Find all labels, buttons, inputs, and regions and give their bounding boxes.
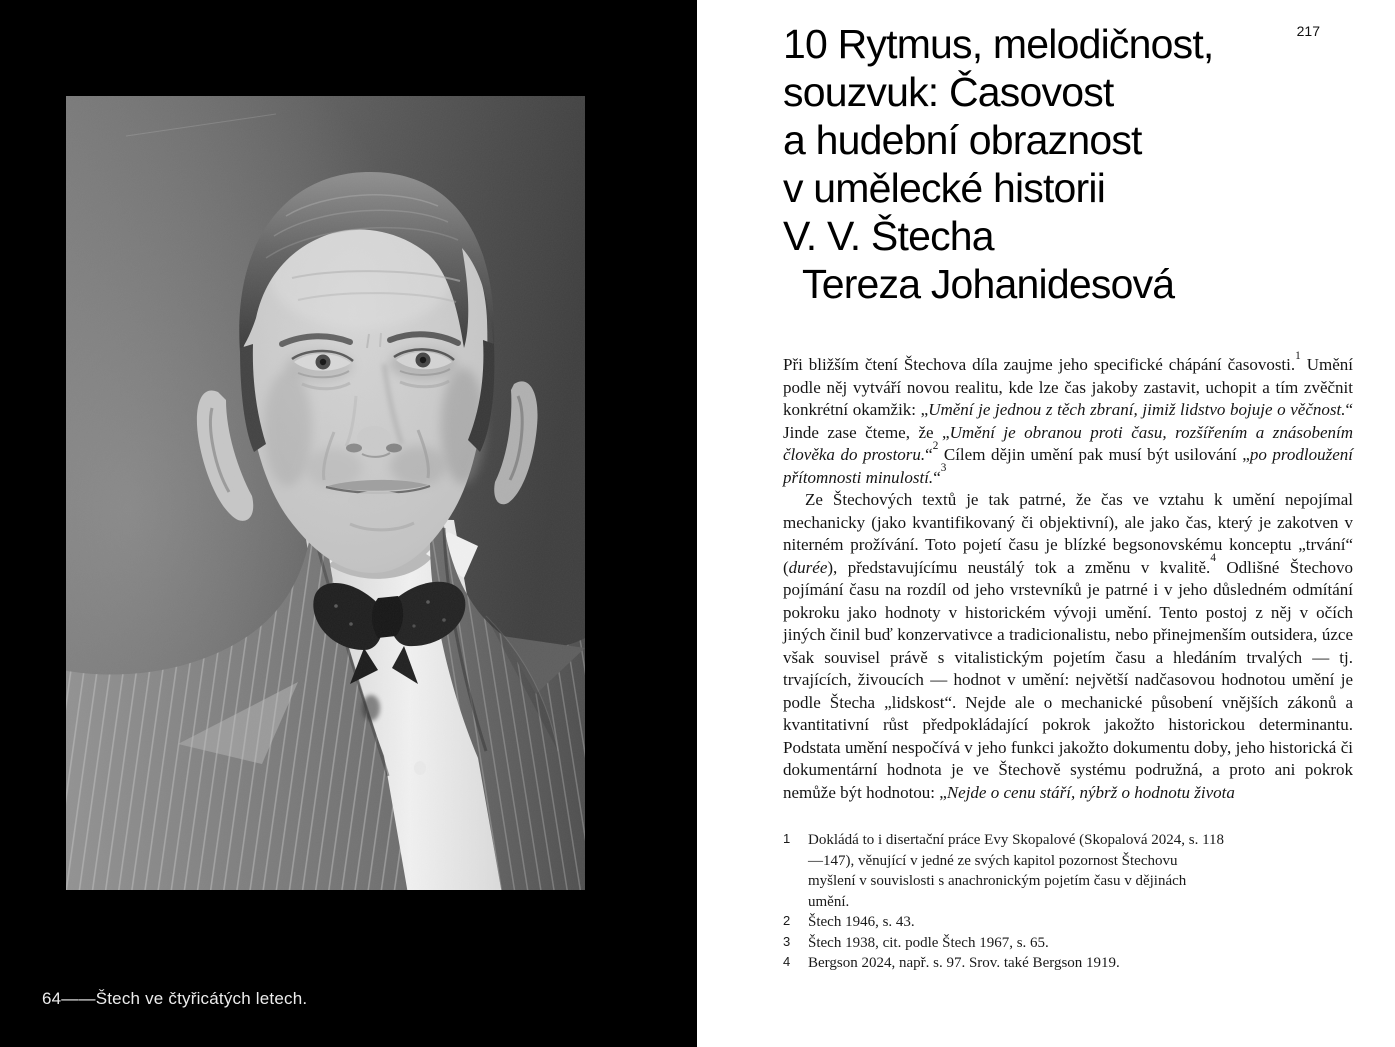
italic-quote: durée [788,557,828,577]
photo-grain [66,96,585,890]
footnote-item [783,830,1353,912]
portrait-illustration [66,96,585,890]
footnote-item [783,912,1353,933]
left-page [0,0,697,1047]
footnote-text: Štech 1946, s. 43. [808,914,915,930]
footnote-text: Štech 1938, cit. podle Štech 1967, s. 65. [808,934,1049,951]
photo-caption: 64——Štech ve čtyřicátých letech. [42,989,308,1008]
chapter-title-line: v umělecké historii [783,165,1106,211]
page-content [783,20,1353,974]
text-segment: Ze Štechových textů je tak patrné, že čas ve vztahu k umění nepojímal mechanicky (jako kvantifikovaný či objektivní), ale jako čas, který je zakotven v niterném prožívání. Toto pojetí času je blízké begsonovskému konceptu „trvání“ ( [783,490,1353,577]
text-segment: “ [925,445,933,464]
italic-quote: po prodloužení přítomnosti minulostí. [783,445,1353,487]
page-number: 217 [1296,23,1320,39]
body-paragraph [783,489,1353,804]
text-segment: Umění podle něj vytváří novou realitu, kde lze čas jakoby zastavit, uchopit a tím zvěčnit konkrétní okamžik: „ [783,355,1353,419]
right-page [697,0,1395,1047]
footnote-ref: 3 [940,462,947,475]
footnote-ref: 1 [1295,349,1301,362]
italic-quote: Umění je jednou z těch zbraní, jimiž lidstvo bojuje o věčnost. [928,400,1346,419]
text-segment: “ Jinde zase čteme, že „ [783,400,1353,442]
chapter-title-line: 10 Rytmus, melodičnost, [783,21,1214,67]
body-paragraph [783,349,1353,489]
author-name: Tereza Johanidesová [802,261,1175,307]
footnote-number: 1 [783,831,791,846]
portrait-photo [66,96,585,890]
footnote-ref: 4 [1210,552,1216,565]
article-body [783,349,1353,804]
text-segment: “ [933,467,941,487]
text-segment: Při bližším čtení Štechova díla zaujme jeho specifické chápání časovosti. [783,355,1296,374]
footnote-number: 3 [783,933,791,949]
chapter-title-line: a hudební obraznost [783,117,1142,163]
text-segment: Odlišné Štechovo pojímání času na rozdíl od jeho vrstevníků je patrné i v jeho důsledném odmítání pokroku jako hodnoty v historickém vývoji umění. Tento postoj z něj v očích jiných činil buď konzervativce a tradicionalistu, nebo přinejmenším outsidera, úzce však souvisel právě s vitalistickým pojetím času a hledáním trvalých — tj. trvajících, živoucích — hodnot v umění: největší nadčasovou hodnotou umění je podle Štecha „lidskost“. Nejde ale o mechanické působení vnějších zákonů a kvantitativní růst předpokládající pokrok jakožto historickou determinantu. Podstata umění nespočívá v jeho funkci jakožto dokumentu doby, jeho historická či dokumentární hodnota je ve Štechově systému podružná, a proto ani pokrok nemůže být hodnotou: „ [783,557,1353,802]
footnote-number: 2 [783,913,791,928]
chapter-title [783,20,1353,308]
footnote-item [783,953,1353,974]
text-segment: Cílem dějin umění pak musí být usilování „ [938,445,1250,464]
text-segment: ), představujícímu neustálý tok a změnu v kvalitě. [827,557,1211,577]
footnote-ref: 2 [932,439,939,452]
footnote-text: Dokládá to i disertační práce Evy Skopalové (Skopalová 2024, s. 118—147), věnující v jedné ze svých kapitol pozornost Štechovu myšlení v souvislosti s anachronickým pojetím času v dějinách umění. [808,832,1225,910]
italic-quote: Umění je obranou proti času, rozšířením a znásobením člověka do prostoru. [783,422,1353,464]
chapter-title-line: souzvuk: Časovost [783,69,1114,115]
chapter-title-line: V. V. Štecha [783,213,994,259]
footnotes [783,830,1353,974]
footnote-number: 4 [783,954,791,969]
footnote-text: Bergson 2024, např. s. 97. Srov. také Bergson 1919. [808,955,1120,971]
footnote-item [783,933,1353,954]
italic-quote: Nejde o cenu stáří, nýbrž o hodnotu života [946,782,1235,802]
